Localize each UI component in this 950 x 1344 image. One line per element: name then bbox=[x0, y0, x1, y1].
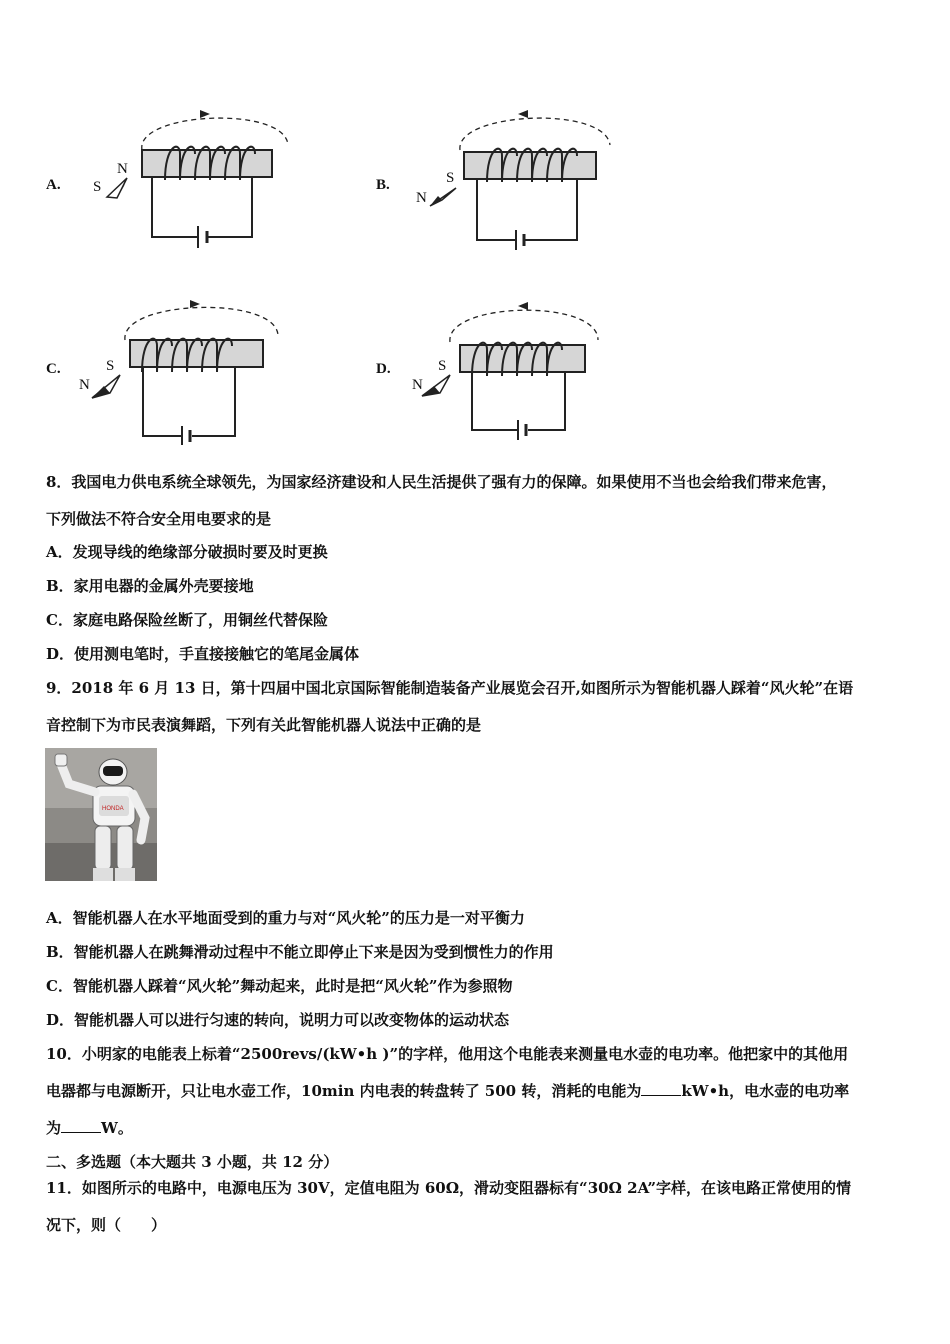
solenoid-diagram-c bbox=[80, 290, 310, 445]
pole-bottom-c: N bbox=[79, 377, 90, 393]
option-a-label: A. bbox=[46, 177, 61, 193]
pole-bottom-a: S bbox=[93, 179, 102, 195]
q10-answer-blank-2 bbox=[61, 1120, 101, 1133]
q9-option-d: D．智能机器人可以进行匀速的转向，说明力可以改变物体的运动状态 bbox=[46, 1011, 510, 1029]
q9-option-c: C．智能机器人踩着“风火轮”舞动起来，此时是把“风火轮”作为参照物 bbox=[46, 977, 513, 995]
pole-top-d: S bbox=[438, 358, 447, 374]
solenoid-diagram-d bbox=[400, 290, 630, 445]
option-d-label: D. bbox=[376, 361, 391, 377]
pole-top-c: S bbox=[106, 358, 115, 374]
q10-line3 bbox=[46, 1117, 133, 1138]
q8-option-b: B．家用电器的金属外壳要接地 bbox=[46, 577, 254, 595]
q11-line1: 11．如图所示的电路中，电源电压为 30V，定值电阻为 60Ω，滑动变阻器标有“30Ω 2A”字样，在该电路正常使用的情 bbox=[46, 1179, 852, 1197]
solenoid-diagram-b bbox=[400, 100, 630, 250]
q10-line2-text-a: 电器都与电源断开，只让电水壶工作，10min 内电表的转盘转了 500 转，消耗的电能为 bbox=[46, 1082, 642, 1100]
q8-stem-line1: 8．我国电力供电系统全球领先，为国家经济建设和人民生活提供了强有力的保障。如果使用不当也会给我们带来危害， bbox=[46, 473, 837, 491]
q9-stem-line2: 音控制下为市民表演舞蹈，下列有关此智能机器人说法中正确的是 bbox=[46, 716, 482, 734]
option-b-label: B. bbox=[376, 177, 390, 193]
q10-line2-text-b: kW•h，电水壶的电功率 bbox=[681, 1082, 850, 1100]
q10-line3-text-b: W。 bbox=[101, 1119, 133, 1137]
q10-line2 bbox=[46, 1080, 849, 1101]
section-2-heading: 二、多选题（本大题共 3 小题，共 12 分） bbox=[46, 1153, 339, 1171]
robot-photo bbox=[45, 748, 157, 881]
q8-option-c: C．家庭电路保险丝断了，用铜丝代替保险 bbox=[46, 611, 328, 629]
pole-bottom-d: N bbox=[412, 377, 423, 393]
q10-answer-blank-1 bbox=[641, 1083, 681, 1096]
q8-option-a: A．发现导线的绝缘部分破损时要及时更换 bbox=[46, 543, 328, 561]
solenoid-diagram-a bbox=[80, 100, 310, 250]
option-c-label: C. bbox=[46, 361, 61, 377]
q11-line2: 况下，则（ ） bbox=[46, 1216, 167, 1234]
q8-stem-line2: 下列做法不符合安全用电要求的是 bbox=[46, 510, 272, 528]
q9-option-b: B．智能机器人在跳舞滑动过程中不能立即停止下来是因为受到惯性力的作用 bbox=[46, 943, 554, 961]
pole-top-a: N bbox=[117, 161, 128, 177]
q10-line1: 10．小明家的电能表上标着“2500revs/(kW•h )”的字样，他用这个电能表来测量电水壶的电功率。他把家中的其他用 bbox=[46, 1045, 849, 1063]
pole-top-b: S bbox=[446, 170, 455, 186]
q8-option-d: D．使用测电笔时，手直接接触它的笔尾金属体 bbox=[46, 645, 360, 663]
pole-bottom-b: N bbox=[416, 190, 427, 206]
q9-option-a: A．智能机器人在水平地面受到的重力与对“风火轮”的压力是一对平衡力 bbox=[46, 909, 525, 927]
q9-stem-line1: 9．2018 年 6 月 13 日，第十四届中国北京国际智能制造装备产业展览会召开,如图所示为智能机器人踩着“风火轮”在语 bbox=[46, 679, 854, 697]
q10-line3-text-a: 为 bbox=[46, 1119, 62, 1137]
svg-text:HONDA: HONDA bbox=[102, 806, 124, 812]
